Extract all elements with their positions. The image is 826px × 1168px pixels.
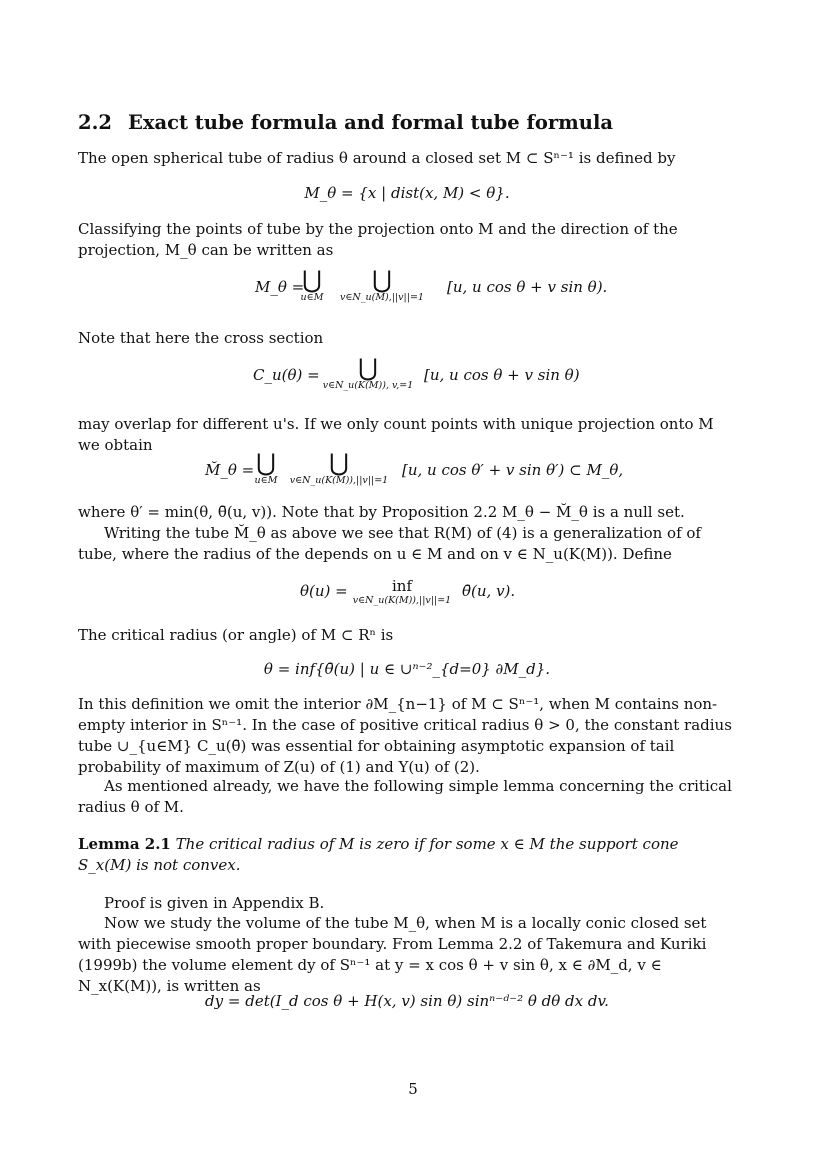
paragraph-null-set: where θ′ = min(θ, θ̄(u, v)). Note that by Proposition 2.2 M_θ − M̆_θ is a null set.	[78, 503, 685, 521]
bigcup-symbol: ⋃	[256, 449, 276, 477]
lemma-body: The critical radius of M is zero if for some x ∈ M the support cone S_x(M) is not convex.	[78, 835, 679, 874]
bigcup-symbol: ⋃	[372, 266, 392, 294]
equation-critical-radius: θ = inf{θ̄(u) | u ∈ ∪ⁿ⁻²_{d=0} ∂M_d}.	[263, 660, 551, 678]
eq5-inf	[346, 577, 458, 606]
bigcup-symbol: ⋃	[302, 266, 322, 294]
eq4-rhs: [u, u cos θ′ + v sin θ′) ⊂ M_θ,	[402, 461, 624, 479]
section-number: 2.2	[78, 111, 112, 134]
eq3-union-index: v∈N_u(K(M)), v,=1	[322, 380, 414, 391]
bigcup-symbol: ⋃	[358, 354, 378, 382]
paragraph-volume: Now we study the volume of the tube M_θ, when M is a locally conic closed set with piecewise smooth proper boundary. From Lemma 2.2 of Takemura and Kuriki (1999b) the volume element dy of Sⁿ⁻¹ at y = x cos θ + v sin θ, x ∈ ∂M_d, v ∈ N_x(K(M)), is written as	[78, 914, 707, 995]
paragraph-cross-section: Note that here the cross section	[78, 329, 324, 347]
eq4-union-1	[248, 451, 284, 486]
page-number: 5	[408, 1080, 418, 1098]
eq4-union-2-index: v∈N_u(K(M)),||v||=1	[289, 475, 389, 486]
eq5-inf-operator: inf	[391, 577, 412, 595]
eq2-rhs: [u, u cos θ + v sin θ).	[447, 278, 608, 296]
eq4-union-2	[284, 451, 394, 486]
eq3-union	[312, 356, 424, 391]
eq5-rhs: θ̄(u, v).	[462, 582, 516, 600]
eq5-lhs: θ(u) =	[300, 582, 348, 600]
eq3-lhs: C_u(θ) =	[253, 366, 320, 384]
eq4-lhs: M̆_θ =	[205, 461, 255, 479]
section-title: Exact tube formula and formal tube formula	[128, 111, 614, 134]
eq4-union-1-index: u∈M	[254, 475, 278, 486]
eq2-union-1	[290, 268, 334, 303]
lemma-title: Lemma 2.1	[78, 835, 171, 853]
paragraph-proof: Proof is given in Appendix B.	[104, 894, 325, 912]
eq2-union-2	[334, 268, 430, 303]
paragraph-critical-radius: The critical radius (or angle) of M ⊂ Rⁿ is	[78, 626, 394, 644]
bigcup-symbol: ⋃	[329, 449, 349, 477]
eq2-union-1-index: u∈M	[300, 292, 324, 303]
paragraph-classifying: Classifying the points of tube by the projection onto M and the direction of the projection, M_θ can be written as	[78, 220, 678, 259]
paragraph-generalization: Writing the tube M̆_θ as above we see that R(M) of (4) is a generalization of of tube, where the radius of the depends on u ∈ M and on v ∈ N_u(K(M)). Define	[78, 524, 701, 563]
lemma-2-1	[78, 834, 736, 876]
paragraph-overlap: may overlap for different u's. If we only count points with unique projection onto M we obtain	[78, 415, 714, 454]
equation-tube: M_θ = {x | dist(x, M) < θ}.	[304, 184, 510, 202]
section-heading	[78, 111, 613, 134]
paragraph-mentioned: As mentioned already, we have the following simple lemma concerning the critical radius θ of M.	[78, 777, 732, 816]
eq3-rhs: [u, u cos θ + v sin θ)	[424, 366, 580, 384]
paragraph-definition-remark: In this definition we omit the interior ∂M_{n−1} of M ⊂ Sⁿ⁻¹, when M contains non-empty interior in Sⁿ⁻¹. In the case of positive critical radius θ > 0, the constant radius tube ∪_{u∈M} C_u(θ̄) was essential for obtaining asymptotic expansion of tail probability of maximum of Z(u) of (1) and Y(u) of (2).	[78, 695, 732, 776]
equation-volume-element: dy = det(I_d cos θ + H(x, v) sin θ) sinⁿ⁻ᵈ⁻² θ dθ dx dv.	[205, 992, 609, 1010]
eq2-lhs: M_θ =	[255, 278, 305, 296]
paragraph-tube-definition: The open spherical tube of radius θ around a closed set M ⊂ Sⁿ⁻¹ is defined by	[78, 149, 676, 167]
eq5-inf-index: v∈N_u(K(M)),||v||=1	[352, 595, 452, 606]
eq2-union-2-index: v∈N_u(M),||v||=1	[340, 292, 424, 303]
